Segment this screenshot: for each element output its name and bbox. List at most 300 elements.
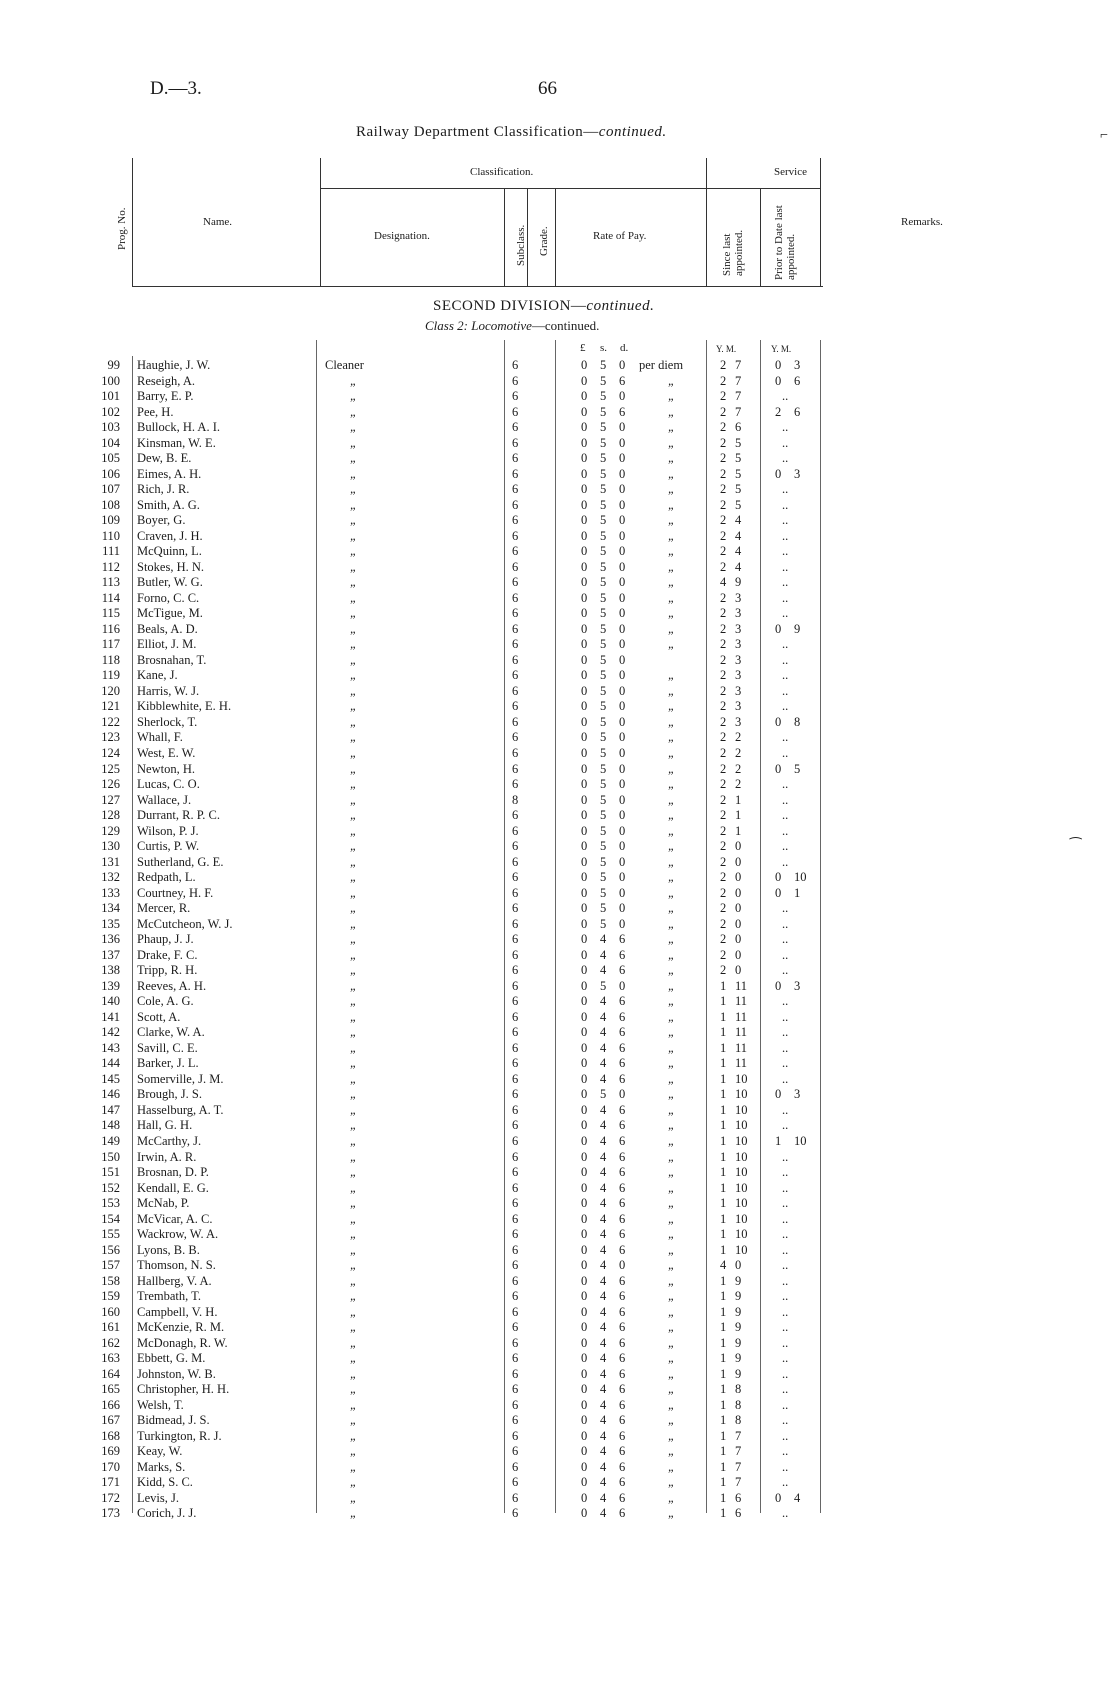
cell-pounds: 0 bbox=[581, 528, 588, 543]
cell-service-months: 0 bbox=[735, 885, 742, 900]
cell-pence: 0 bbox=[619, 978, 626, 993]
cell-prior-years: .. bbox=[782, 435, 789, 450]
cell-shillings: 4 bbox=[600, 1056, 607, 1071]
cell-service-months: 10 bbox=[735, 1071, 748, 1086]
cell-prior-years: 0 bbox=[775, 885, 782, 900]
cell-prior-years: .. bbox=[782, 1040, 789, 1055]
cell-rate-suffix: „ bbox=[668, 466, 675, 481]
cell-prog-no: 141 bbox=[101, 1009, 120, 1024]
cell-subclass: 6 bbox=[512, 1071, 519, 1086]
table-row bbox=[0, 839, 1114, 855]
cell-pounds: 0 bbox=[581, 777, 588, 792]
cell-prior-months: 10 bbox=[794, 1134, 807, 1148]
cell-shillings: 5 bbox=[600, 606, 607, 621]
cell-rate-suffix: „ bbox=[668, 497, 675, 512]
cell-prior-years: .. bbox=[782, 1289, 789, 1304]
cell-pence: 6 bbox=[619, 404, 626, 419]
cell-pounds: 0 bbox=[581, 451, 588, 466]
cell-rate-suffix: „ bbox=[668, 1165, 675, 1180]
cell-pence: 6 bbox=[619, 1366, 626, 1381]
cell-pounds: 0 bbox=[581, 606, 588, 621]
cell-designation: „ bbox=[350, 528, 357, 543]
cell-pounds: 0 bbox=[581, 1165, 588, 1180]
division-name: SECOND DIVISION— bbox=[433, 298, 587, 314]
table-row bbox=[0, 1429, 1114, 1445]
cell-prior-years: .. bbox=[782, 1444, 789, 1459]
cell-shillings: 4 bbox=[600, 1475, 607, 1490]
cell-service-months: 7 bbox=[735, 1475, 742, 1490]
cell-subclass: 6 bbox=[512, 590, 519, 605]
cell-pence: 0 bbox=[619, 839, 626, 854]
cell-prog-no: 112 bbox=[101, 559, 120, 574]
column-header-designation: Designation. bbox=[374, 230, 430, 242]
cell-prog-no: 113 bbox=[101, 575, 120, 590]
table-row bbox=[0, 1289, 1114, 1305]
cell-shillings: 5 bbox=[600, 854, 607, 869]
cell-pence: 0 bbox=[619, 513, 626, 528]
cell-pounds: 0 bbox=[581, 1459, 588, 1474]
cell-subclass: 6 bbox=[512, 1009, 519, 1024]
cell-prior-years: .. bbox=[782, 668, 789, 683]
cell-prog-no: 133 bbox=[101, 885, 120, 900]
table-row bbox=[0, 1103, 1114, 1119]
cell-subclass: 6 bbox=[512, 1025, 519, 1040]
cell-shillings: 4 bbox=[600, 1273, 607, 1288]
table-row bbox=[0, 1351, 1114, 1367]
cell-service-years: 2 bbox=[720, 497, 727, 512]
cell-pounds: 0 bbox=[581, 1071, 588, 1086]
cell-shillings: 4 bbox=[600, 947, 607, 962]
cell-prog-no: 106 bbox=[101, 466, 120, 481]
cell-prior-years: .. bbox=[782, 420, 789, 435]
cell-prior-years: .. bbox=[782, 1211, 789, 1226]
table-row bbox=[0, 1274, 1114, 1290]
cell-name: Newton, H. bbox=[137, 761, 195, 776]
cell-shillings: 5 bbox=[600, 870, 607, 885]
cell-rate-suffix: „ bbox=[668, 963, 675, 978]
cell-service-months: 1 bbox=[735, 792, 742, 807]
cell-prog-no: 151 bbox=[101, 1165, 120, 1180]
cell-rate-suffix: „ bbox=[668, 823, 675, 838]
cell-name: Butler, W. G. bbox=[137, 575, 203, 590]
cell-name: Welsh, T. bbox=[137, 1397, 184, 1412]
cell-pounds: 0 bbox=[581, 590, 588, 605]
header-divider bbox=[504, 188, 505, 286]
cell-pence: 6 bbox=[619, 1459, 626, 1474]
cell-pounds: 0 bbox=[581, 559, 588, 574]
cell-rate-suffix: „ bbox=[668, 1258, 675, 1273]
table-row bbox=[0, 855, 1114, 871]
cell-service-years: 2 bbox=[720, 823, 727, 838]
cell-designation: „ bbox=[350, 606, 357, 621]
cell-subclass: 6 bbox=[512, 1490, 519, 1505]
cell-shillings: 5 bbox=[600, 699, 607, 714]
column-header-prior-to-date: Prior to Date last appointed. bbox=[773, 205, 797, 280]
page-title-main: Railway Department Classification— bbox=[356, 124, 599, 140]
cell-prog-no: 167 bbox=[101, 1413, 120, 1428]
cell-prog-no: 103 bbox=[101, 420, 120, 435]
cell-subclass: 6 bbox=[512, 435, 519, 450]
cell-pounds: 0 bbox=[581, 373, 588, 388]
header-divider bbox=[760, 188, 761, 286]
cell-pounds: 0 bbox=[581, 1428, 588, 1443]
cell-name: Phaup, J. J. bbox=[137, 932, 194, 947]
cell-service-years: 2 bbox=[720, 652, 727, 667]
cell-rate-suffix: „ bbox=[668, 1118, 675, 1133]
cell-rate-suffix: „ bbox=[668, 1242, 675, 1257]
cell-prior-years: .. bbox=[782, 1413, 789, 1428]
cell-name: Barker, J. L. bbox=[137, 1056, 199, 1071]
cell-prog-no: 109 bbox=[101, 513, 120, 528]
cell-service-months: 0 bbox=[735, 932, 742, 947]
cell-designation: „ bbox=[350, 777, 357, 792]
cell-designation: „ bbox=[350, 1273, 357, 1288]
table-row bbox=[0, 544, 1114, 560]
cell-subclass: 6 bbox=[512, 839, 519, 854]
cell-pence: 6 bbox=[619, 1351, 626, 1366]
cell-name: Reeves, A. H. bbox=[137, 978, 207, 993]
cell-designation: „ bbox=[350, 1242, 357, 1257]
cell-shillings: 5 bbox=[600, 482, 607, 497]
cell-service-years: 2 bbox=[720, 901, 727, 916]
cell-pounds: 0 bbox=[581, 1444, 588, 1459]
cell-service-years: 1 bbox=[720, 1459, 727, 1474]
cell-designation: „ bbox=[350, 1165, 357, 1180]
cell-pence: 6 bbox=[619, 1056, 626, 1071]
cell-designation: „ bbox=[350, 901, 357, 916]
cell-pence: 0 bbox=[619, 668, 626, 683]
cell-pence: 6 bbox=[619, 932, 626, 947]
cell-pence: 6 bbox=[619, 1397, 626, 1412]
cell-subclass: 6 bbox=[512, 777, 519, 792]
cell-designation: „ bbox=[350, 808, 357, 823]
cell-prior-years: .. bbox=[782, 1118, 789, 1133]
cell-service-months: 3 bbox=[735, 668, 742, 683]
cell-pounds: 0 bbox=[581, 1149, 588, 1164]
cell-pence: 0 bbox=[619, 466, 626, 481]
unit-pence: d. bbox=[620, 342, 629, 354]
cell-pence: 0 bbox=[619, 1087, 626, 1102]
cell-service-months: 5 bbox=[735, 482, 742, 497]
cell-designation: „ bbox=[350, 420, 357, 435]
cell-shillings: 5 bbox=[600, 978, 607, 993]
table-row bbox=[0, 808, 1114, 824]
cell-service-months: 4 bbox=[735, 544, 742, 559]
cell-rate-suffix: „ bbox=[668, 839, 675, 854]
cell-service-years: 2 bbox=[720, 932, 727, 947]
cell-shillings: 5 bbox=[600, 590, 607, 605]
cell-prior-years: 0 bbox=[775, 621, 782, 636]
cell-shillings: 5 bbox=[600, 714, 607, 729]
cell-name: Ebbett, G. M. bbox=[137, 1351, 206, 1366]
cell-prior-years: .. bbox=[782, 544, 789, 559]
table-row bbox=[0, 1150, 1114, 1166]
cell-pence: 0 bbox=[619, 420, 626, 435]
cell-designation: „ bbox=[350, 482, 357, 497]
table-row bbox=[0, 901, 1114, 917]
cell-name: Haughie, J. W. bbox=[137, 358, 211, 372]
cell-pounds: 0 bbox=[581, 668, 588, 683]
cell-service-years: 1 bbox=[720, 1134, 727, 1148]
cell-service-years: 1 bbox=[720, 1304, 727, 1319]
cell-pounds: 0 bbox=[581, 823, 588, 838]
cell-name: Drake, F. C. bbox=[137, 947, 198, 962]
cell-pounds: 0 bbox=[581, 1180, 588, 1195]
cell-shillings: 5 bbox=[600, 792, 607, 807]
cell-pence: 6 bbox=[619, 1428, 626, 1443]
table-row bbox=[0, 1072, 1114, 1088]
cell-name: Kibblewhite, E. H. bbox=[137, 699, 232, 714]
cell-name: Dew, B. E. bbox=[137, 451, 192, 466]
cell-name: Rich, J. R. bbox=[137, 482, 190, 497]
cell-pence: 6 bbox=[619, 994, 626, 1009]
cell-service-years: 2 bbox=[720, 870, 727, 885]
header-divider bbox=[527, 188, 528, 286]
cell-pence: 6 bbox=[619, 1071, 626, 1086]
cell-shillings: 5 bbox=[600, 668, 607, 683]
cell-service-years: 2 bbox=[720, 808, 727, 823]
cell-rate-suffix: „ bbox=[668, 606, 675, 621]
cell-designation: „ bbox=[350, 823, 357, 838]
cell-shillings: 5 bbox=[600, 823, 607, 838]
cell-name: Clarke, W. A. bbox=[137, 1025, 205, 1040]
cell-shillings: 4 bbox=[600, 963, 607, 978]
cell-rate-suffix: „ bbox=[668, 1459, 675, 1474]
cell-subclass: 6 bbox=[512, 513, 519, 528]
cell-service-years: 2 bbox=[720, 404, 727, 419]
cell-shillings: 5 bbox=[600, 839, 607, 854]
cell-prior-years: 0 bbox=[775, 373, 782, 388]
page-number: 66 bbox=[538, 78, 557, 99]
cell-service-months: 0 bbox=[735, 854, 742, 869]
cell-name: Stokes, H. N. bbox=[137, 559, 205, 574]
cell-name: Thomson, N. S. bbox=[137, 1258, 216, 1273]
cell-prior-months: 6 bbox=[794, 373, 801, 388]
cell-subclass: 6 bbox=[512, 714, 519, 729]
cell-prog-no: 126 bbox=[101, 777, 120, 792]
cell-pounds: 0 bbox=[581, 1258, 588, 1273]
cell-service-years: 2 bbox=[720, 358, 727, 372]
cell-designation: „ bbox=[350, 1134, 357, 1148]
cell-service-years: 2 bbox=[720, 777, 727, 792]
cell-name: Mercer, R. bbox=[137, 901, 191, 916]
table-row bbox=[0, 1258, 1114, 1274]
cell-subclass: 6 bbox=[512, 1506, 519, 1521]
cell-service-years: 1 bbox=[720, 1475, 727, 1490]
cell-service-years: 1 bbox=[720, 1056, 727, 1071]
cell-pence: 0 bbox=[619, 792, 626, 807]
cell-name: Savill, C. E. bbox=[137, 1040, 198, 1055]
cell-subclass: 6 bbox=[512, 1087, 519, 1102]
cell-service-years: 1 bbox=[720, 1165, 727, 1180]
cell-prog-no: 108 bbox=[101, 497, 120, 512]
cell-service-months: 4 bbox=[735, 513, 742, 528]
cell-shillings: 4 bbox=[600, 1351, 607, 1366]
table-row bbox=[0, 513, 1114, 529]
cell-shillings: 4 bbox=[600, 1180, 607, 1195]
cell-service-months: 11 bbox=[735, 994, 748, 1009]
cell-prior-years: 0 bbox=[775, 714, 782, 729]
cell-name: Beals, A. D. bbox=[137, 621, 198, 636]
cell-name: McQuinn, L. bbox=[137, 544, 202, 559]
cell-shillings: 5 bbox=[600, 404, 607, 419]
cell-service-months: 10 bbox=[735, 1196, 748, 1211]
cell-shillings: 4 bbox=[600, 1335, 607, 1350]
cell-subclass: 6 bbox=[512, 1475, 519, 1490]
cell-pence: 0 bbox=[619, 901, 626, 916]
cell-prior-years: 2 bbox=[775, 404, 782, 419]
cell-rate-suffix: „ bbox=[668, 1149, 675, 1164]
cell-name: Bullock, H. A. I. bbox=[137, 420, 220, 435]
cell-shillings: 5 bbox=[600, 683, 607, 698]
cell-shillings: 5 bbox=[600, 466, 607, 481]
cell-service-years: 1 bbox=[720, 1351, 727, 1366]
cell-designation: Cleaner bbox=[325, 358, 364, 372]
cell-designation: „ bbox=[350, 746, 357, 760]
cell-rate-suffix: „ bbox=[668, 1227, 675, 1242]
cell-pence: 0 bbox=[619, 777, 626, 792]
cell-pence: 0 bbox=[619, 358, 626, 372]
cell-name: West, E. W. bbox=[137, 746, 196, 760]
cell-subclass: 6 bbox=[512, 1242, 519, 1257]
cell-service-years: 2 bbox=[720, 699, 727, 714]
cell-prog-no: 129 bbox=[101, 823, 120, 838]
cell-designation: „ bbox=[350, 1413, 357, 1428]
cell-shillings: 4 bbox=[600, 1490, 607, 1505]
cell-prior-years: .. bbox=[782, 1165, 789, 1180]
cell-shillings: 5 bbox=[600, 435, 607, 450]
cell-designation: „ bbox=[350, 1444, 357, 1459]
cell-prog-no: 119 bbox=[101, 668, 120, 683]
cell-shillings: 4 bbox=[600, 1413, 607, 1428]
cell-shillings: 5 bbox=[600, 420, 607, 435]
cell-pounds: 0 bbox=[581, 761, 588, 776]
cell-rate-suffix: „ bbox=[668, 792, 675, 807]
cell-service-years: 1 bbox=[720, 1102, 727, 1117]
cell-rate-suffix: „ bbox=[668, 1351, 675, 1366]
cell-service-months: 3 bbox=[735, 699, 742, 714]
cell-service-months: 6 bbox=[735, 1490, 742, 1505]
cell-subclass: 6 bbox=[512, 1211, 519, 1226]
cell-prog-no: 130 bbox=[101, 839, 120, 854]
cell-prior-years: .. bbox=[782, 1071, 789, 1086]
cell-shillings: 4 bbox=[600, 1242, 607, 1257]
cell-prog-no: 137 bbox=[101, 947, 120, 962]
table-row bbox=[0, 1041, 1114, 1057]
cell-pounds: 0 bbox=[581, 420, 588, 435]
cell-name: Lyons, B. B. bbox=[137, 1242, 200, 1257]
cell-prior-years: .. bbox=[782, 575, 789, 590]
cell-prior-months: 3 bbox=[794, 358, 801, 372]
cell-service-years: 2 bbox=[720, 606, 727, 621]
cell-service-months: 10 bbox=[735, 1134, 748, 1148]
class-label: Class 2: bbox=[425, 318, 472, 333]
cell-service-months: 7 bbox=[735, 1444, 742, 1459]
cell-name: Durrant, R. P. C. bbox=[137, 808, 220, 823]
cell-shillings: 4 bbox=[600, 1149, 607, 1164]
table-row bbox=[0, 917, 1114, 933]
cell-service-months: 2 bbox=[735, 761, 742, 776]
cell-service-years: 1 bbox=[720, 1273, 727, 1288]
cell-subclass: 6 bbox=[512, 1397, 519, 1412]
cell-pence: 6 bbox=[619, 1320, 626, 1335]
cell-service-years: 2 bbox=[720, 683, 727, 698]
cell-prior-years: .. bbox=[782, 637, 789, 652]
cell-subclass: 6 bbox=[512, 1040, 519, 1055]
cell-service-years: 2 bbox=[720, 963, 727, 978]
margin-mark: ⌐ bbox=[1100, 128, 1108, 143]
cell-pounds: 0 bbox=[581, 916, 588, 931]
cell-pence: 6 bbox=[619, 1211, 626, 1226]
cell-prog-no: 122 bbox=[101, 714, 120, 729]
table-row bbox=[0, 1367, 1114, 1383]
cell-prior-years: .. bbox=[782, 1304, 789, 1319]
cell-name: Wilson, P. J. bbox=[137, 823, 199, 838]
header-divider bbox=[706, 158, 707, 286]
cell-service-years: 1 bbox=[720, 1149, 727, 1164]
cell-prior-years: .. bbox=[782, 808, 789, 823]
cell-name: Brosnan, D. P. bbox=[137, 1165, 209, 1180]
cell-pence: 0 bbox=[619, 746, 626, 760]
cell-prog-no: 154 bbox=[101, 1211, 120, 1226]
table-row bbox=[0, 870, 1114, 886]
cell-rate-suffix: „ bbox=[668, 683, 675, 698]
cell-shillings: 4 bbox=[600, 1196, 607, 1211]
cell-prog-no: 125 bbox=[101, 761, 120, 776]
cell-pounds: 0 bbox=[581, 947, 588, 962]
cell-service-years: 2 bbox=[720, 854, 727, 869]
cell-name: Sutherland, G. E. bbox=[137, 854, 224, 869]
cell-shillings: 4 bbox=[600, 994, 607, 1009]
table-row bbox=[0, 684, 1114, 700]
table-row bbox=[0, 1444, 1114, 1460]
cell-pence: 6 bbox=[619, 947, 626, 962]
cell-pounds: 0 bbox=[581, 637, 588, 652]
cell-name: Kidd, S. C. bbox=[137, 1475, 193, 1490]
cell-service-years: 1 bbox=[720, 1009, 727, 1024]
cell-shillings: 5 bbox=[600, 389, 607, 404]
header-bottom-rule bbox=[132, 286, 823, 287]
cell-shillings: 4 bbox=[600, 1040, 607, 1055]
cell-prior-years: .. bbox=[782, 482, 789, 497]
cell-rate-suffix: „ bbox=[668, 1335, 675, 1350]
cell-subclass: 6 bbox=[512, 1102, 519, 1117]
cell-name: Harris, W. J. bbox=[137, 683, 200, 698]
cell-shillings: 4 bbox=[600, 1134, 607, 1148]
cell-shillings: 5 bbox=[600, 621, 607, 636]
cell-rate-suffix: „ bbox=[668, 1490, 675, 1505]
cell-pence: 6 bbox=[619, 1165, 626, 1180]
table-row bbox=[0, 948, 1114, 964]
cell-pence: 0 bbox=[619, 590, 626, 605]
table-row bbox=[0, 1336, 1114, 1352]
cell-pounds: 0 bbox=[581, 839, 588, 854]
cell-designation: „ bbox=[350, 1490, 357, 1505]
table-row bbox=[0, 374, 1114, 390]
cell-shillings: 4 bbox=[600, 932, 607, 947]
table-row bbox=[0, 777, 1114, 793]
margin-mark: ⁀ bbox=[1070, 839, 1082, 854]
cell-prior-years: .. bbox=[782, 994, 789, 1009]
cell-shillings: 4 bbox=[600, 1289, 607, 1304]
cell-name: McCutcheon, W. J. bbox=[137, 916, 233, 931]
cell-service-years: 1 bbox=[720, 1180, 727, 1195]
cell-service-months: 11 bbox=[735, 1056, 748, 1071]
cell-service-years: 2 bbox=[720, 559, 727, 574]
cell-rate-suffix: „ bbox=[668, 1444, 675, 1459]
cell-prior-years: .. bbox=[782, 777, 789, 792]
cell-service-months: 2 bbox=[735, 777, 742, 792]
